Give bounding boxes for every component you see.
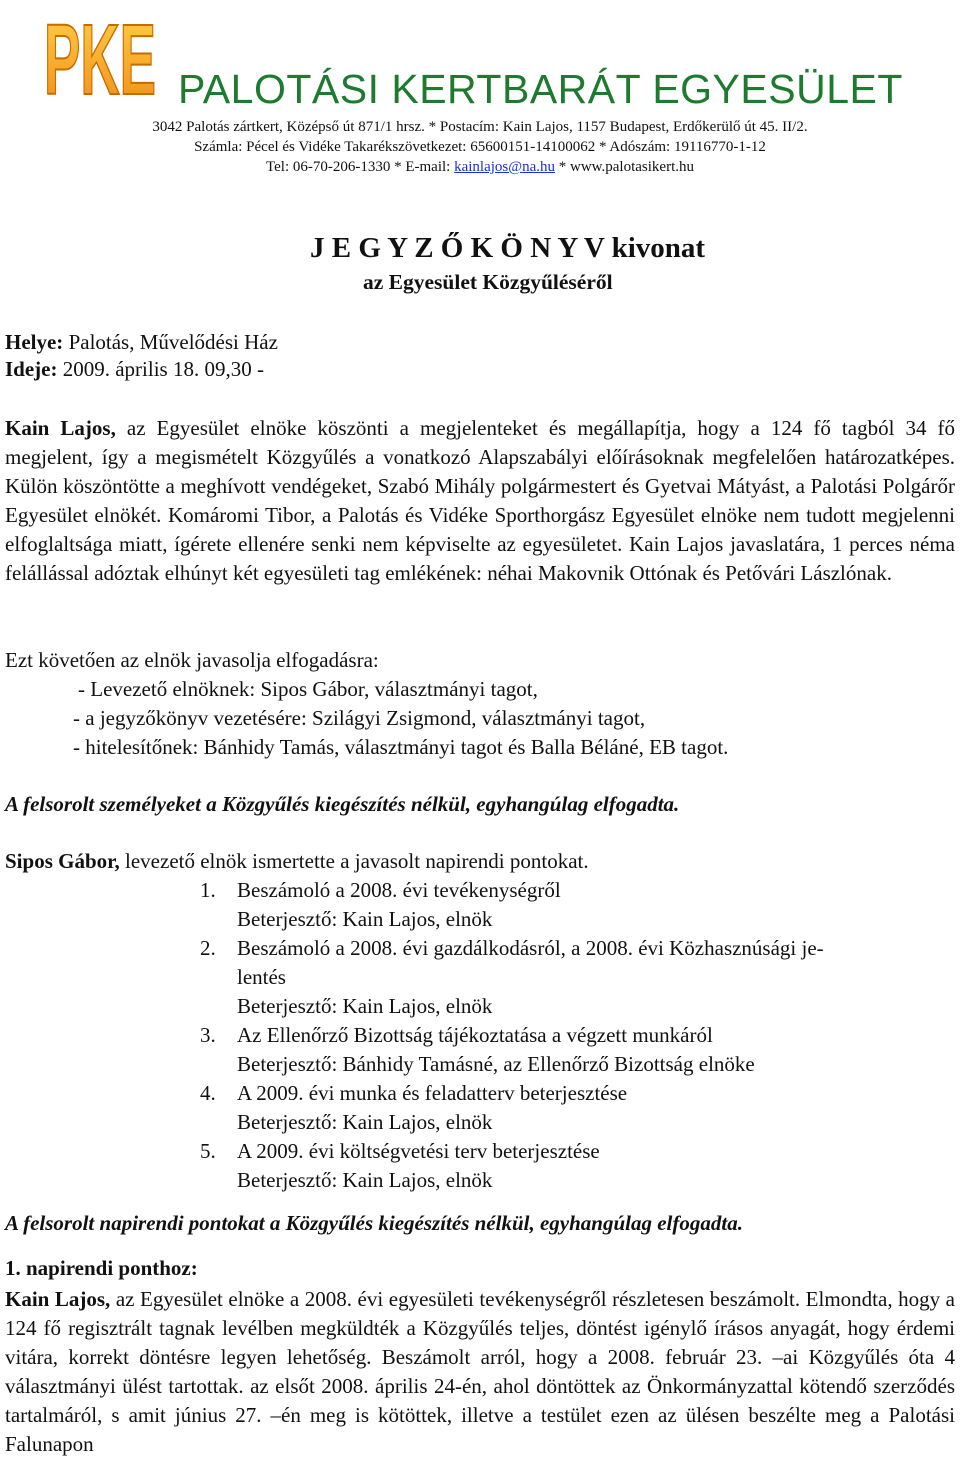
agenda-presenter: Beterjesztő: Kain Lajos, elnök <box>237 994 493 1018</box>
reporter-name: Kain Lajos, <box>5 1287 111 1311</box>
contact-prefix: Tel: 06-70-206-1330 * E-mail: <box>266 159 455 175</box>
agenda-item: Beszámoló a 2008. évi tevékenységről <box>237 878 561 902</box>
organization-name: PALOTÁSI KERTBARÁT EGYESÜLET <box>178 66 903 112</box>
document-title: J E G Y Z Ő K Ö N Y V kivonat <box>310 232 706 264</box>
bank-line: Számla: Pécel és Vidéke Takarékszövetkezet: 65600151-14100062 * Adószám: 19116770-1-12 <box>194 139 766 155</box>
agenda-item: Az Ellenőrző Bizottság tájékoztatása a végzett munkáról <box>237 1023 713 1047</box>
resolution-persons: A felsorolt személyeket a Közgyűlés kiegészítés nélkül, egyhangúlag elfogadta. <box>5 792 680 816</box>
resolution-agenda: A felsorolt napirendi pontokat a Közgyűlés kiegészítés nélkül, egyhangúlag elfogadta. <box>5 1211 743 1235</box>
agenda-number: 4. <box>200 1081 216 1105</box>
proposal-item: - Levezető elnöknek: Sipos Gábor, választmányi tagot, <box>78 677 538 701</box>
agenda-presenter: Beterjesztő: Kain Lajos, elnök <box>237 1168 493 1192</box>
agenda-intro <box>5 849 589 874</box>
time-label: Ideje: <box>5 357 58 381</box>
section-heading-text: 1. napirendi ponthoz: <box>5 1256 198 1280</box>
report-paragraph <box>5 1285 955 1459</box>
contact-suffix: * www.palotasikert.hu <box>554 159 694 175</box>
place-line <box>5 330 278 355</box>
agenda-item: A 2009. évi munka és feladatterv beterjesztése <box>237 1081 628 1105</box>
agenda-presenter: Beterjesztő: Kain Lajos, elnök <box>237 907 493 931</box>
contact-line <box>0 159 960 176</box>
section-heading <box>5 1256 198 1281</box>
agenda-intro-text: levezető elnök ismertette a javasolt napirendi pontokat. <box>119 849 589 873</box>
agenda-number: 2. <box>200 936 216 960</box>
agenda-presenter: Beterjesztő: Kain Lajos, elnök <box>237 1110 493 1134</box>
pke-logo <box>40 2 160 116</box>
proposal-item: - hitelesítőnek: Bánhidy Tamás, választmányi tagot és Balla Béláné, EB tagot. <box>73 735 729 759</box>
place-value: Palotás, Művelődési Ház <box>63 330 278 354</box>
agenda-number: 1. <box>200 878 216 902</box>
place-label: Helye: <box>5 330 64 354</box>
opening-paragraph <box>5 414 955 588</box>
agenda-number: 3. <box>200 1023 216 1047</box>
document-subtitle: az Egyesület Közgyűléséről <box>363 270 613 294</box>
agenda-number: 5. <box>200 1139 216 1163</box>
agenda-item: A 2009. évi költségvetési terv beterjesztése <box>237 1139 600 1163</box>
agenda-presenter: Beterjesztő: Bánhidy Tamásné, az Ellenőrző Bizottság elnöke <box>237 1052 755 1076</box>
agenda-item: Beszámoló a 2008. évi gazdálkodásról, a 2008. évi Közhasznúsági je- <box>237 936 824 960</box>
report-text: az Egyesület elnöke a 2008. évi egyesületi tevékenységről részletesen beszámolt. Elmondta, hogy a 124 fő regisztrált tagnak levélben megküldték a Közgyűlés teljes, döntést igénylő írásos anyagát, hogy érdemi vitára, korrekt döntésre legyen lehetőség. Beszámolt arról, hogy a 2008. február 23. –ai Közgyűlés óta 4 választmányi ülést tartottak. az elsőt 2008. április 24-én, ahol döntöttek az Önkormányzattal kötendő szerződés tartalmáról, s amit június 27. –én meg is kötöttek, illetve a testület ezen az ülésen beszélte meg a Palotási Falunapon <box>5 1287 955 1456</box>
proposal-item: - a jegyzőkönyv vezetésére: Szilágyi Zsigmond, választmányi tagot, <box>73 706 646 730</box>
chair-name: Sipos Gábor, <box>5 849 120 873</box>
address-line: 3042 Palotás zártkert, Középső út 871/1 hrsz. * Postacím: Kain Lajos, 1157 Budapest, Erdőkerülő út 45. II/2. <box>152 119 808 135</box>
agenda-item-continued: lentés <box>237 965 286 989</box>
logo-text: PKE <box>44 4 156 116</box>
time-line <box>5 357 264 382</box>
email-link[interactable]: kainlajos@na.hu <box>454 159 555 175</box>
opening-text: az Egyesület elnöke köszönti a megjelenteket és megállapítja, hogy a 124 fő tagból 34 fő megjelent, így a megismételt Közgyűlés a vonatkozó Alapszabályi előírásoknak megfelelően határozatképes. Külön köszöntötte a meghívott vendégeket, Szabó Mihály polgármestert és Gyetvai Mátyást, a Palotási Polgárőr Egyesület elnökét. Komáromi Tibor, a Palotás és Vidéke Sporthorgász Egyesület elnöke nem tudott megjelenni elfoglaltsága miatt, ígérete ellenére senki nem képviselte az egyesületet. Kain Lajos javaslatára, 1 perces néma felállással adóztak elhúnyt két egyesületi tag emlékének: néhai Makovnik Ottónak és Petővári Lászlónak. <box>5 416 955 585</box>
speaker-name: Kain Lajos, <box>5 416 116 440</box>
proposal-intro: Ezt követően az elnök javasolja elfogadásra: <box>5 648 379 672</box>
time-value: 2009. április 18. 09,30 - <box>57 357 264 381</box>
